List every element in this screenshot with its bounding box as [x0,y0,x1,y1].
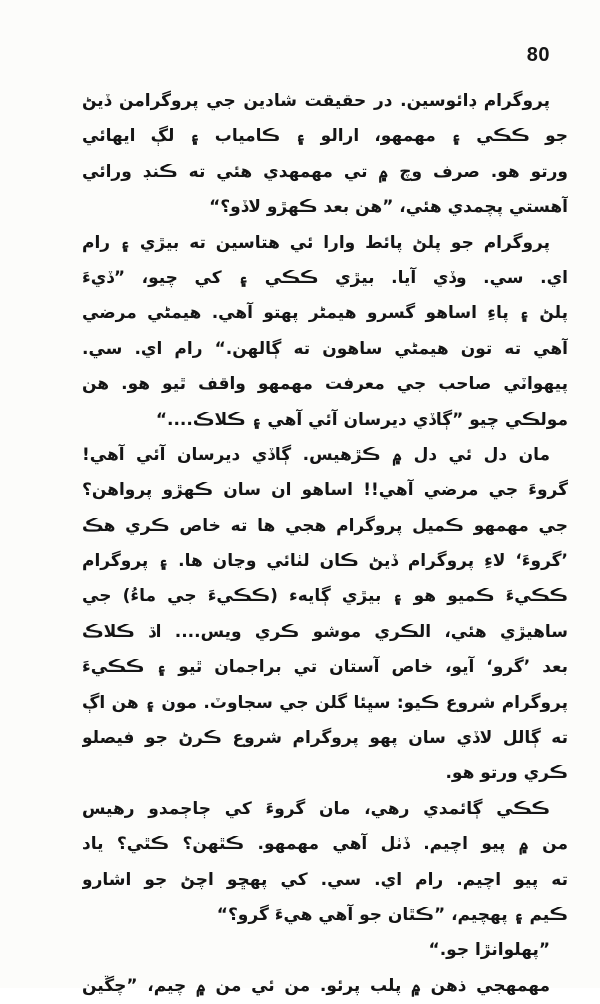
text-line: مولڪي چيو ”ڳاڏي ديرسان آئي آهي ۽ ڪلاڪ....“ [155,409,568,430]
paragraph-4 [82,792,568,969]
text-line: مهمهجي ذهن ۾ پلب پرئو. من ئي من ۾ چيم، ”چڱين [82,975,550,996]
text-line: من ۾ پيو اچيم. ڏٺل آهي مهمهو. ڪٿهن؟ ڪٿي؟ ياد [82,834,568,855]
text-line: آهستي پچمدي هئي، ”هن بعد ڪهڙو لاڏو؟“ [209,197,568,218]
text-line: پروگرام شروع ڪيو: سڀئا گلن جي سجاوٽ. مون ۽ هن اڳ [82,692,568,713]
text-line: ورتو هو. صرف وچ ۾ تي مهمهدي هئي ته ڪنڊ ورائي [82,161,568,182]
text-line: گروءَ جي مرضي آهي!! اساهو ان سان ڪهڙو پرواهن؟ [82,480,568,501]
text-line: بعد ’گرو‘ آيو، خاص آستان تي براجمان ٿيو ۽ ڪڪيءَ [82,657,568,678]
text-line: جي مهمهو ڪميل پروگرام هجي ها ته خاص ڪري هڪ [82,515,568,536]
text-line: مان دل ئي دل ۾ ڪڙهيس. ڳاڏي ديرسان آئي آهي! [82,444,550,465]
page-number: 80 [526,44,550,66]
paragraph-2 [82,226,568,438]
text-line: ڪري ورتو هو. [445,763,568,784]
text-line: آهي ته تون هيمڻي ساهون ته ڳالهن.“ رام اي. سي. [82,338,568,359]
paragraph-3 [82,438,568,792]
text-line: جو ڪڪي ۽ مهمهو، ارالو ۽ ڪامياب ۽ لڳ ايهائي [82,126,568,147]
text-line: پروگرام ڊائوسين. در حقيقت شادين جي پروگرامن ڏيڻ [82,91,550,111]
body-text [82,84,568,1004]
text-line: پلڻ ۽ پاءِ اساهو گسرو هيمڻر پهتو آهي. هيمڻي مرضي [82,303,568,324]
text-line: ڪڪي ڳائمدي رهي، مان گروءَ کي ڄاڄمدو رهيس [82,798,550,819]
text-line: پروگرام جو پلڻ پائط وارا ئي هتاسين ته بيڙي ۽ رام [82,232,550,253]
text-line: ”پهلوانڙا جو.“ [428,940,550,961]
text-line: اي. سي. وڏي آيا. بيڙي ڪڪي ۽ کي چيو، ”ڏيءَ [82,267,568,288]
text-line: ڪيم ۽ پهچيم، ”ڪٿان جو آهي هيءَ گرو؟“ [216,904,568,925]
text-line: ته پيو اچيم. رام اي. سي. کي پهڇو اچڻ جو اشارو [82,869,568,890]
paragraph-1 [82,84,568,226]
text-line: ڪڪيءَ ڪميو هو ۽ بيڙي ڳايهء (ڪڪيءَ جي ماءُ) جي [82,586,568,607]
paragraph-5 [82,969,568,1004]
text-line: پيهواٽي صاحب جي معرفت مهمهو واقف ٿيو هو. هن [82,374,568,395]
text-line: ته ڳالل لاڏي سان پهو پروگرام شروع ڪرڻ جو فيصلو [82,728,568,749]
text-line: ’گروءَ‘ لاءِ پروگرام ڏيڻ ڪان لٺائي وڃان ها. ۽ پروگرام [82,551,568,572]
text-line: ساهيڙي هئي، الڪري موشو ڪري ويس.... اڌ ڪلاڪ [82,621,568,642]
